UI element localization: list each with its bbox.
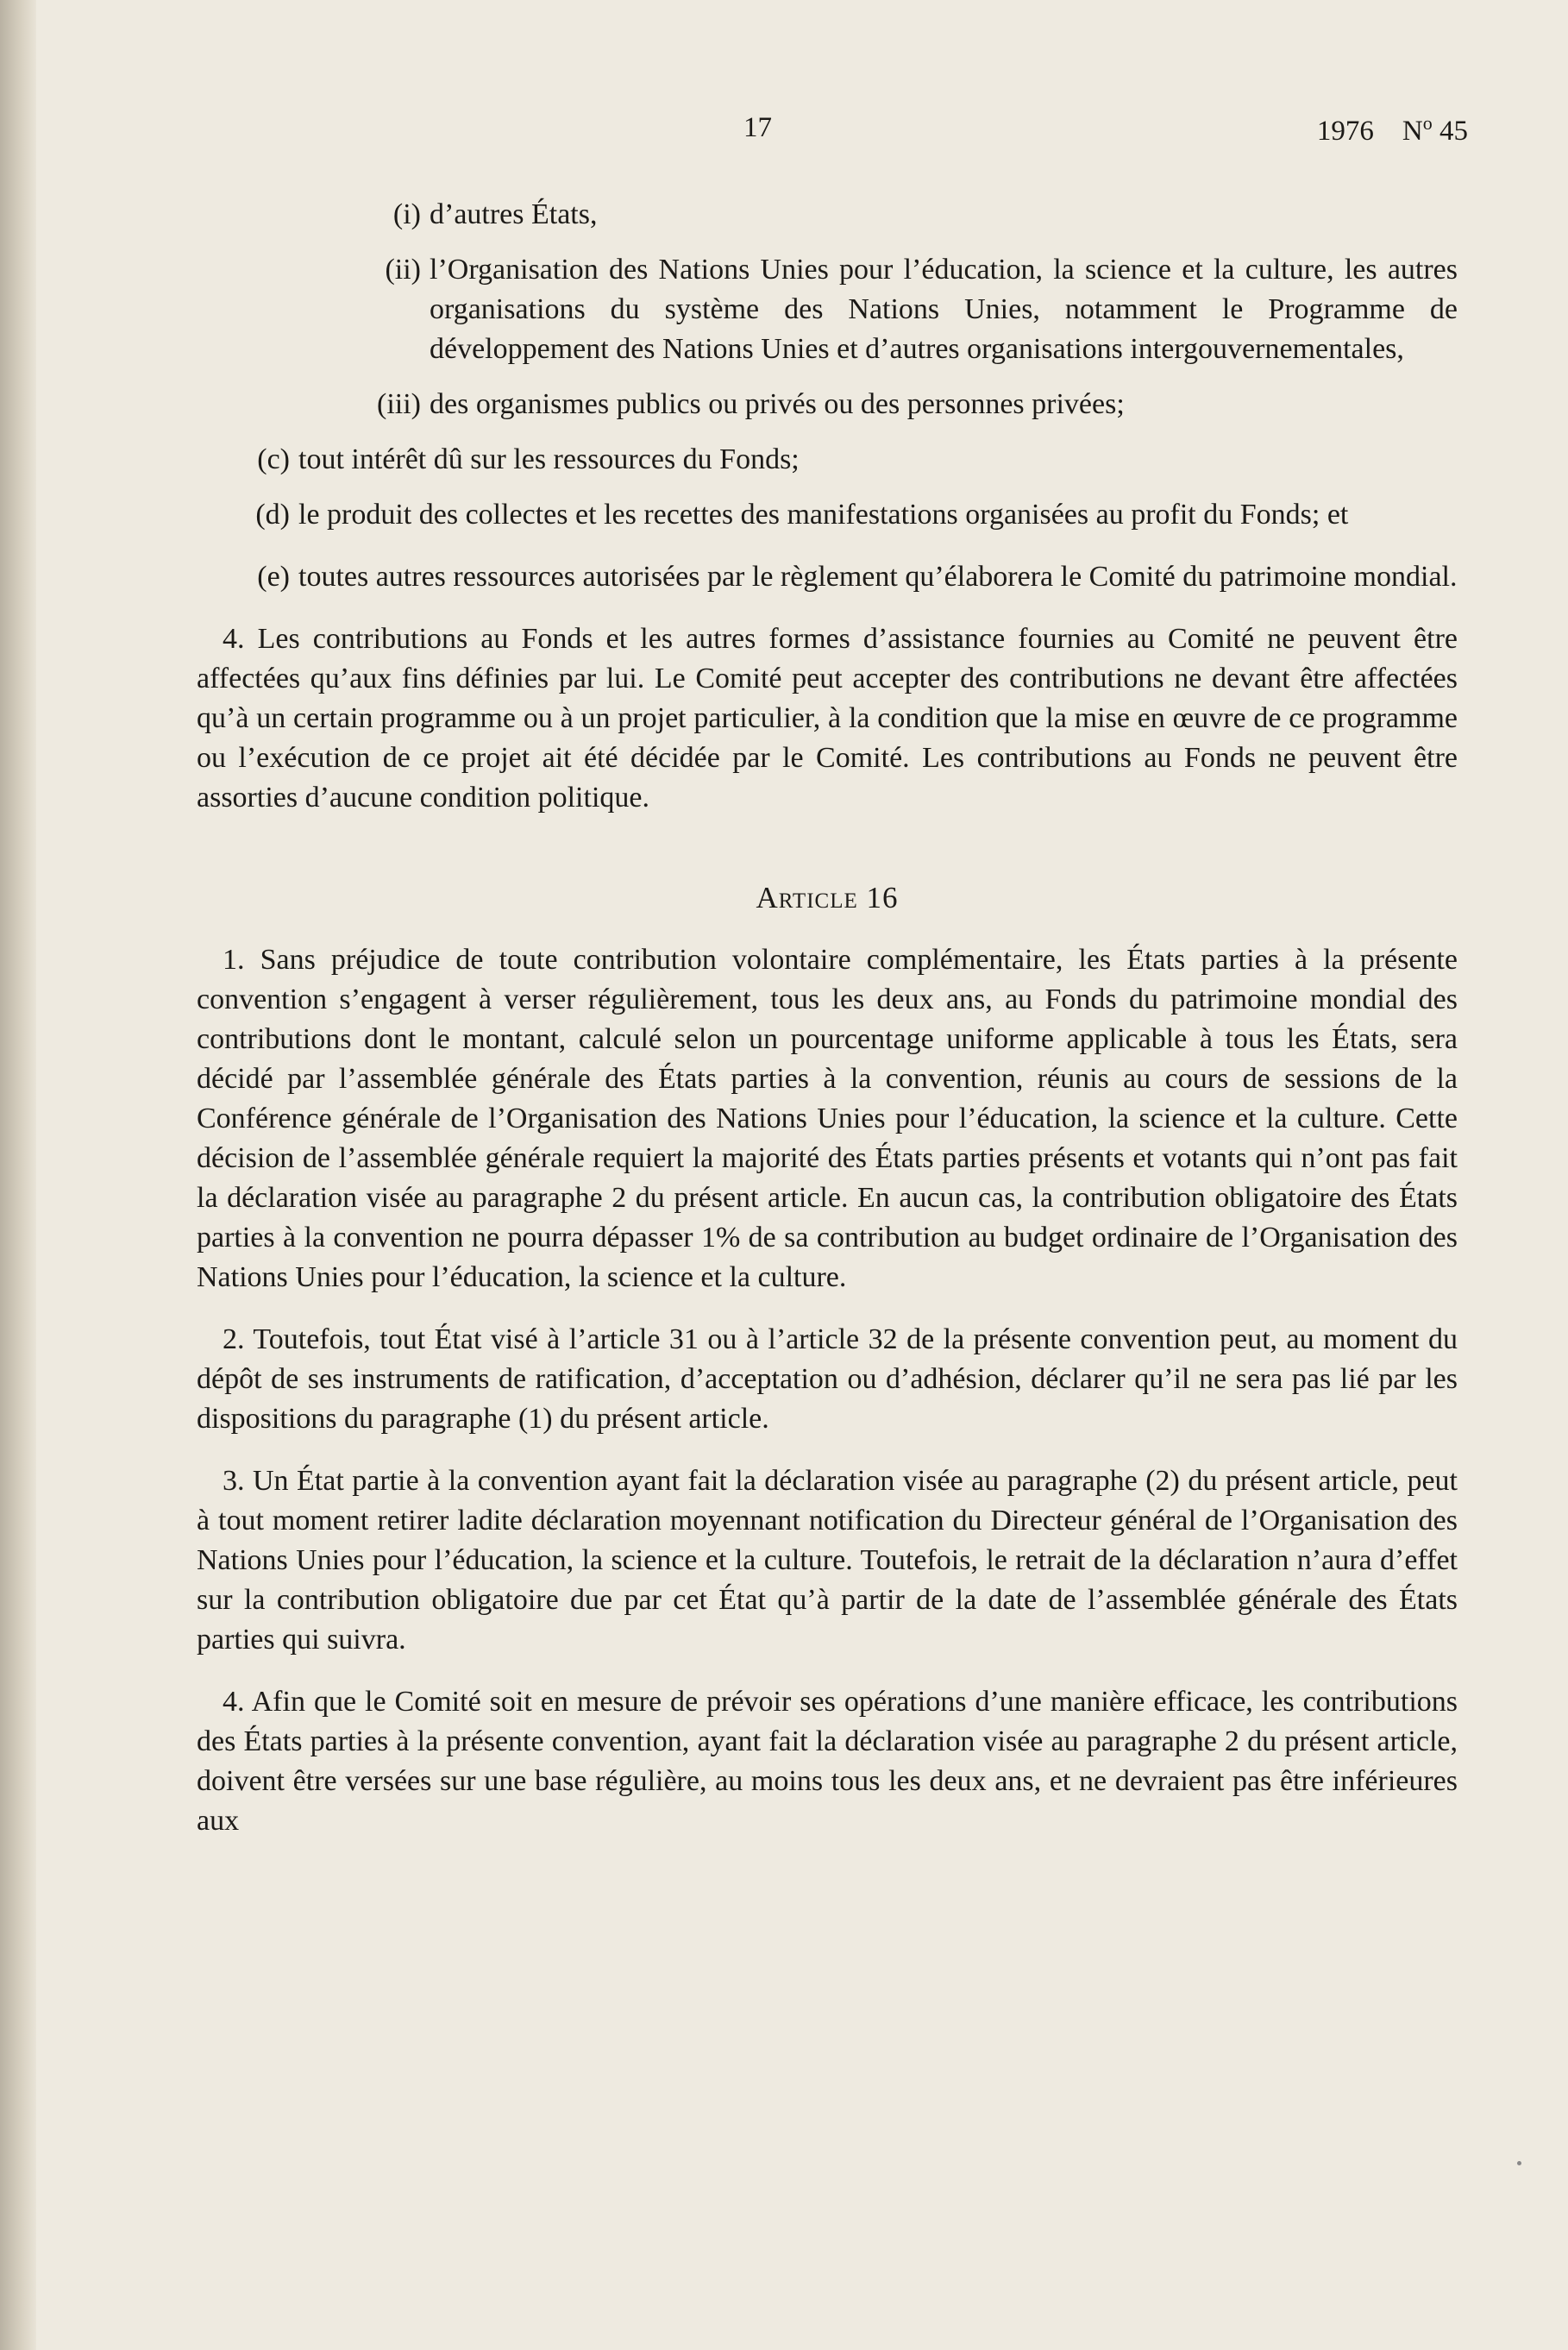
item-label: (ii) bbox=[385, 254, 421, 286]
number-label-sup: o bbox=[1422, 112, 1433, 134]
item-text: l’Organisation des Nations Unies pour l’éducation, la science et la culture, les autres organisations du système des Nations Unies, notamment le Programme de développement des Nations Unies et d’autres organisations intergouvernementales, bbox=[430, 254, 1458, 365]
list-item bbox=[197, 557, 1458, 597]
paragraph: 4. Afin que le Comité soit en mesure de prévoir ses opérations d’une manière efficace, les contributions des États parties à la présente convention, ayant fait la déclaration visée au paragraphe 2 du présent article, doivent être versées sur une base régulière, au moins tous les deux ans, et ne devraient pas être inférieures aux bbox=[197, 1686, 1458, 1837]
item-text: le produit des collectes et les recettes des manifestations organisées au profit du Fonds; et bbox=[298, 499, 1349, 531]
year: 1976 bbox=[1316, 116, 1374, 147]
document-page bbox=[36, 0, 1568, 2350]
paragraph: 1. Sans préjudice de toute contribution volontaire complémentaire, les États parties à la présente convention s’engagent à verser régulièrement, tous les deux ans, au Fonds du patrimoine mondial des contributions dont le montant, calculé selon un pourcentage uniforme applicable à tous les États, sera décidé par l’assemblée générale des États parties à la convention, réunis au cours de sessions de la Conférence générale de l’Organisation des Nations Unies pour l’éducation, la science et la culture. Cette décision de l’assemblée générale requiert la majorité des États parties présents et votants qui n’ont pas fait la déclaration visée au paragraphe 2 du présent article. En aucun cas, la contribution obligatoire des États parties à la convention ne pourra dépasser 1% de sa contribution au budget ordinaire de l’Organisation des Nations Unies pour l’éducation, la science et la culture. bbox=[197, 944, 1458, 1293]
list-item bbox=[197, 440, 1458, 480]
volume-reference bbox=[1317, 112, 1468, 148]
list-item bbox=[197, 385, 1458, 424]
item-label: (i) bbox=[392, 198, 421, 230]
item-label: (iii) bbox=[377, 388, 421, 420]
speck bbox=[1517, 2161, 1521, 2165]
book-gutter bbox=[0, 0, 36, 2350]
item-label: (c) bbox=[257, 443, 290, 475]
item-label: (e) bbox=[257, 561, 290, 593]
list-item bbox=[197, 250, 1458, 369]
item-text: des organismes publics ou privés ou des personnes privées; bbox=[430, 388, 1125, 420]
page-body bbox=[197, 195, 1458, 1841]
running-header bbox=[36, 112, 1568, 155]
number-label: N bbox=[1402, 116, 1423, 147]
item-label: (d) bbox=[255, 499, 290, 531]
item-text: toutes autres ressources autorisées par le règlement qu’élaborera le Comité du patrimoine mondial. bbox=[298, 561, 1458, 593]
item-text: tout intérêt dû sur les ressources du Fonds; bbox=[298, 443, 800, 475]
list-item bbox=[197, 495, 1458, 535]
number: 45 bbox=[1439, 116, 1468, 147]
paragraph: 3. Un État partie à la convention ayant fait la déclaration visée au paragraphe (2) du présent article, peut à tout moment retirer ladite déclaration moyennant notification du Directeur général de l’Organisation des Nations Unies pour l’éducation, la science et la culture. Toutefois, le retrait de la déclaration n’aura d’effet sur la contribution obligatoire due par cet État qu’à partir de la date de l’assemblée générale des États parties qui suivra. bbox=[197, 1465, 1458, 1656]
item-text: d’autres États, bbox=[430, 198, 598, 230]
paragraph: 4. Les contributions au Fonds et les autres formes d’assistance fournies au Comité ne peuvent être affectées qu’aux fins définies par lui. Le Comité peut accepter des contributions ne devant être affectées qu’à un certain programme ou à un projet particulier, à la condition que la mise en œuvre de ce programme ou l’exécution de ce projet ait été décidée par le Comité. Les contributions au Fonds ne peuvent être assorties d’aucune condition politique. bbox=[197, 623, 1458, 814]
article-heading: Article 16 bbox=[756, 881, 899, 914]
page-number: 17 bbox=[743, 112, 772, 143]
paragraph: 2. Toutefois, tout État visé à l’article 31 ou à l’article 32 de la présente convention peut, au moment du dépôt de ses instruments de ratification, d’acceptation ou d’adhésion, déclarer qu’il ne sera pas lié par les dispositions du paragraphe (1) du présent article. bbox=[197, 1323, 1458, 1435]
list-item bbox=[197, 195, 1458, 235]
